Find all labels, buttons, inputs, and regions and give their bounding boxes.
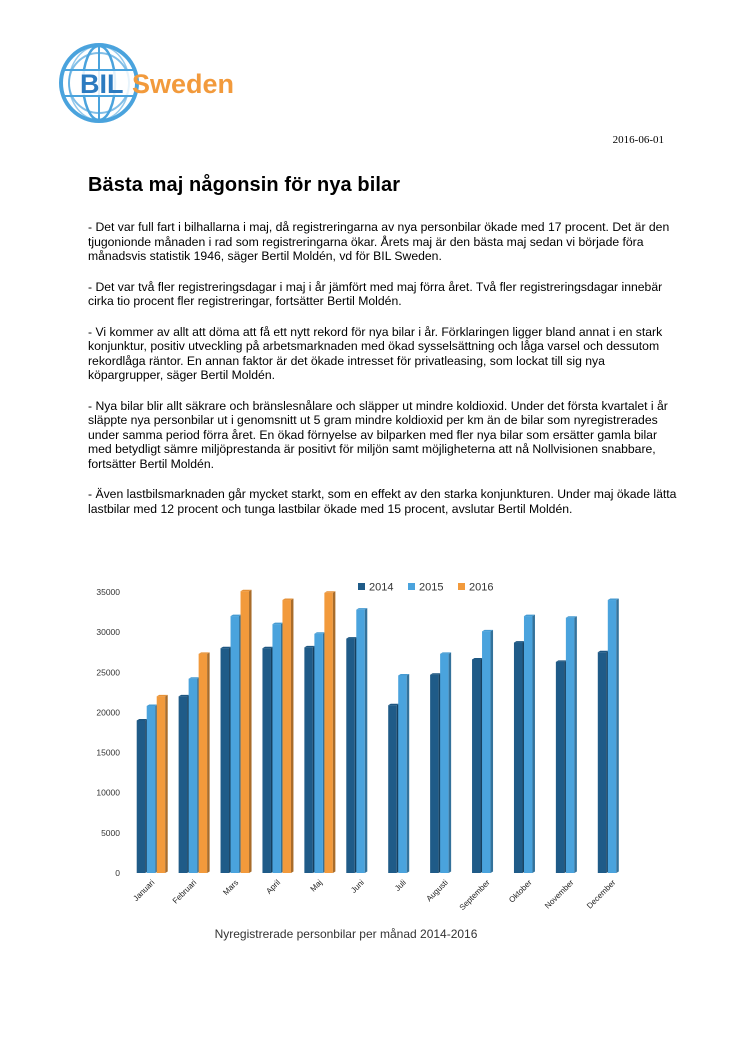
- bar-2015-januari: [147, 706, 156, 873]
- x-tick-label: Februari: [170, 878, 199, 906]
- x-tick-label: December: [584, 878, 618, 911]
- x-tick-label: Januari: [131, 878, 157, 903]
- bar-side-2015-september: [491, 630, 494, 873]
- legend-swatch-2016: [458, 583, 465, 590]
- bar-2014-oktober: [514, 643, 523, 873]
- bar-2016-februari: [199, 654, 208, 873]
- bar-side-2015-december: [616, 599, 619, 873]
- bar-2015-december: [608, 600, 617, 873]
- bar-side-2016-maj: [333, 591, 336, 873]
- y-tick-label: 5000: [101, 827, 120, 838]
- bar-2015-maj: [314, 634, 323, 873]
- bar-2014-januari: [137, 720, 146, 873]
- bar-2014-september: [472, 659, 481, 873]
- bar-side-2016-februari: [207, 652, 210, 873]
- x-tick-label: Juli: [393, 878, 408, 893]
- x-tick-label: Oktober: [507, 878, 534, 905]
- bar-2015-november: [566, 618, 575, 873]
- bar-side-2015-augusti: [449, 652, 452, 873]
- y-tick-label: 0: [115, 868, 120, 878]
- chart-title: Nyregistrerade personbilar per månad 2014-2016: [214, 927, 478, 941]
- document-date: 2016-06-01: [612, 134, 664, 146]
- bar-2015-september: [482, 631, 491, 873]
- bar-2014-februari: [179, 696, 188, 873]
- bar-2014-maj: [304, 647, 313, 873]
- logo-text-sweden: Sweden: [132, 69, 235, 99]
- bar-2014-augusti: [430, 675, 439, 873]
- bar-side-2015-juli: [407, 674, 410, 873]
- bil-sweden-logo: [56, 40, 236, 126]
- bar-2014-april: [262, 648, 271, 873]
- x-tick-label: Maj: [308, 878, 325, 894]
- y-tick-label: 10000: [96, 787, 120, 798]
- y-tick-label: 35000: [96, 587, 120, 597]
- y-tick-label: 25000: [96, 667, 120, 678]
- legend-swatch-2014: [358, 583, 365, 590]
- bar-side-2016-januari: [165, 695, 168, 873]
- paragraph-3: - Vi kommer av allt att döma att få ett nytt rekord för nya bilar i år. Förklaringen ligger bland annat i en stark konjunktur, positiv utveckling på arbetsmarknaden med ökad sysselsättning och låga varsel och dessutom rekordlåga räntor. En annan faktor är det ökade intresset för privatleasing, som lockat till sig nya köpargrupper, säger Bertil Moldén.: [88, 324, 663, 382]
- bar-2014-juni: [346, 639, 355, 873]
- bar-2016-januari: [157, 696, 166, 873]
- x-tick-label: September: [457, 878, 492, 913]
- logo-text-bil: BIL: [80, 69, 124, 99]
- bar-2014-juli: [388, 705, 397, 873]
- paragraph-1: - Det var full fart i bilhallarna i maj, då registreringarna av nya personbilar ökade med 17 procent. Det är den tjugonionde månaden i rad som registreringarna ökar. Årets maj är den bästa maj sedan vi började föra månadsvis statistik 1946, säger Bertil Moldén, vd för BIL Sweden.: [88, 220, 670, 263]
- legend-label-2015: 2015: [419, 581, 444, 594]
- bar-2015-april: [272, 624, 281, 873]
- article-body: [88, 220, 678, 532]
- bar-2015-augusti: [440, 654, 449, 873]
- x-tick-label: Augusti: [424, 878, 450, 904]
- legend-label-2016: 2016: [469, 581, 494, 594]
- bar-2015-oktober: [524, 616, 533, 873]
- article-title: Bästa maj någonsin för nya bilar: [88, 174, 401, 196]
- y-tick-label: 30000: [96, 627, 120, 638]
- bar-side-2016-mars: [249, 590, 252, 873]
- bar-2016-april: [282, 600, 291, 873]
- bar-2015-mars: [231, 616, 240, 873]
- x-tick-label: April: [264, 878, 283, 896]
- y-tick-label: 20000: [96, 707, 120, 718]
- bar-2014-november: [556, 662, 565, 873]
- bar-2015-juli: [398, 675, 407, 873]
- paragraph-5: - Även lastbilsmarknaden går mycket starkt, som en effekt av den starka konjunkturen. Under maj ökade lätta lastbilar med 12 procent och tunga lastbilar ökade med 15 procent, avslutar Bertil Moldén.: [88, 487, 677, 516]
- bar-side-2015-juni: [365, 608, 368, 873]
- bar-2014-mars: [221, 648, 230, 873]
- bar-2016-maj: [324, 593, 333, 873]
- legend-label-2014: 2014: [369, 581, 394, 594]
- bar-side-2015-november: [574, 616, 577, 873]
- bar-side-2016-april: [291, 599, 294, 873]
- bar-side-2015-oktober: [532, 615, 535, 873]
- registrations-bar-chart: [88, 570, 648, 950]
- bar-2014-december: [598, 652, 607, 873]
- bar-2016-mars: [241, 591, 250, 873]
- bar-2015-februari: [189, 679, 198, 873]
- legend-swatch-2015: [408, 583, 415, 590]
- paragraph-2: - Det var två fler registreringsdagar i maj i år jämfört med maj förra året. Två fler registreringsdagar innebär cirka tio procent fler registreringar, fortsätter Bertil Moldén.: [88, 279, 663, 308]
- y-tick-label: 15000: [96, 747, 120, 758]
- x-tick-label: Mars: [221, 878, 241, 897]
- bar-2015-juni: [356, 610, 365, 873]
- x-tick-label: November: [543, 878, 576, 911]
- x-tick-label: Juni: [349, 878, 366, 895]
- paragraph-4: - Nya bilar blir allt säkrare och bränslesnålare och släpper ut mindre koldioxid. Under det första kvartalet i år släppte nya personbilar ut i genomsnitt ut 5 gram mindre koldioxid per km än de bilar som nyregistrerades under samma period förra året. En ökad förnyelse av bilparken med fler nya bilar som ersätter gamla bilar med betydligt sämre miljöprestanda är positivt för miljön samt möjligheterna att nå Nollvisionen snabbare, fortsätter Bertil Moldén.: [88, 398, 668, 471]
